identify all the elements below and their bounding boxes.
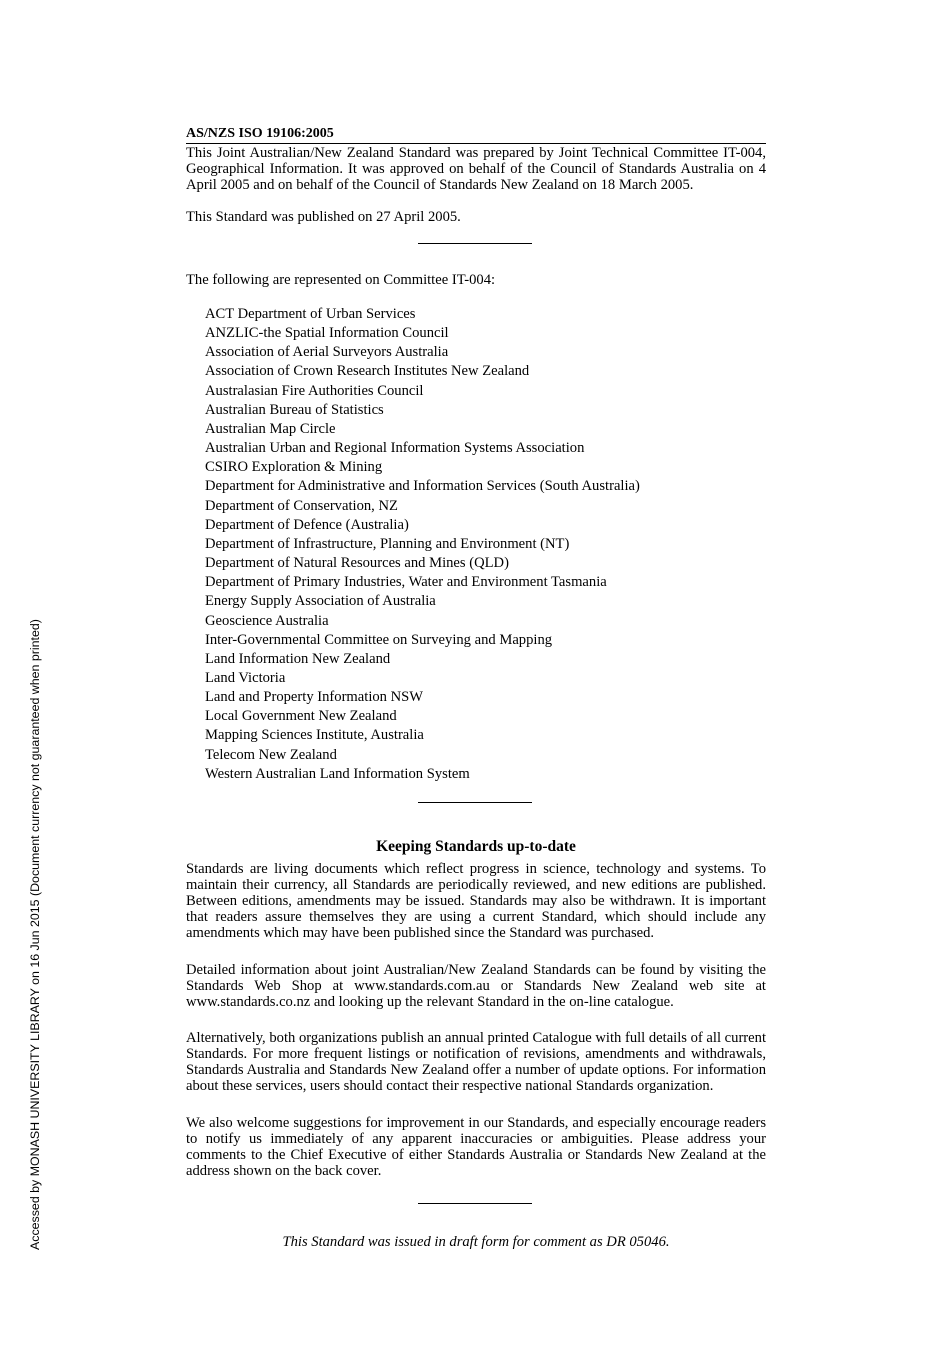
committee-member: Department for Administrative and Information Services (South Australia): [205, 478, 640, 495]
committee-member: Western Australian Land Information System: [205, 765, 470, 782]
committee-member: Australian Bureau of Statistics: [205, 401, 384, 418]
document-id: AS/NZS ISO 19106:2005: [186, 126, 766, 144]
committee-intro: The following are represented on Committee IT-004:: [186, 272, 496, 288]
committee-member: Australian Map Circle: [205, 420, 336, 437]
committee-member: Mapping Sciences Institute, Australia: [205, 727, 424, 744]
committee-member: Land and Property Information NSW: [205, 689, 424, 706]
committee-member: Geoscience Australia: [205, 612, 329, 629]
committee-member: Local Government New Zealand: [205, 708, 397, 725]
committee-member-list: [205, 305, 640, 784]
keeping-paragraph: Alternatively, both organizations publish an annual printed Catalogue with full details of all current Standards. For more frequent listings or notification of revisions, amendments and withdrawals, Standards Australia and Standards New Zealand offer a number of update options. For information about these services, users should contact their respective national Standards organization.: [186, 1030, 766, 1094]
approval-paragraph: This Joint Australian/New Zealand Standard was prepared by Joint Technical Committee IT-004, Geographical Information. It was approved on behalf of the Council of Standards Australia on 4 April 2005 and on behalf of the Council of Standards New Zealand on 18 March 2005.: [186, 145, 766, 193]
draft-note: This Standard was issued in draft form for comment as DR 05046.: [282, 1234, 670, 1250]
section-divider: [418, 243, 532, 244]
section-heading: Keeping Standards up-to-date: [376, 838, 576, 855]
keeping-paragraph: We also welcome suggestions for improvement in our Standards, and especially encourage readers to notify us immediately of any apparent inaccuracies or ambiguities. Please address your comments to the Chief Executive of either Standards Australia or Standards New Zealand at the address shown on the back cover.: [186, 1115, 766, 1179]
committee-member: Department of Defence (Australia): [205, 516, 409, 533]
committee-member: Inter-Governmental Committee on Surveying and Mapping: [205, 631, 553, 648]
committee-member: Telecom New Zealand: [205, 746, 337, 763]
committee-member: Department of Conservation, NZ: [205, 497, 398, 514]
committee-member: ACT Department of Urban Services: [205, 306, 416, 322]
committee-member: Land Victoria: [205, 669, 286, 686]
section-divider: [418, 1203, 532, 1204]
keeping-paragraph: Standards are living documents which reflect progress in science, technology and systems. To maintain their currency, all Standards are periodically reviewed, and new editions are published. Between editions, amendments may be issued. Standards may also be withdrawn. It is important that readers assure themselves they are using a current Standard, which should include any amendments which may have been published since the Standard was purchased.: [186, 861, 766, 941]
committee-member: Energy Supply Association of Australia: [205, 593, 436, 610]
access-watermark: Accessed by MONASH UNIVERSITY LIBRARY on 16 Jun 2015 (Document currency not guaranteed when printed): [28, 619, 42, 1250]
committee-member: Land Information New Zealand: [205, 650, 391, 667]
publication-date-text: This Standard was published on 27 April 2005.: [186, 209, 461, 225]
keeping-paragraph: Detailed information about joint Australian/New Zealand Standards can be found by visiting the Standards Web Shop at www.standards.com.au or Standards New Zealand web site at www.standards.co.nz and looking up the relevant Standard in the on-line catalogue.: [186, 962, 766, 1010]
committee-member: Association of Aerial Surveyors Australia: [205, 344, 449, 361]
committee-member: ANZLIC-the Spatial Information Council: [205, 325, 449, 342]
committee-member: Department of Infrastructure, Planning and Environment (NT): [205, 535, 570, 552]
committee-member: Department of Natural Resources and Mines (QLD): [205, 555, 509, 572]
committee-member: Department of Primary Industries, Water and Environment Tasmania: [205, 574, 607, 591]
committee-member: Australian Urban and Regional Information Systems Association: [205, 440, 585, 457]
committee-member: Association of Crown Research Institutes New Zealand: [205, 363, 530, 380]
committee-member: CSIRO Exploration & Mining: [205, 459, 383, 476]
committee-member: Australasian Fire Authorities Council: [205, 382, 424, 399]
section-divider: [418, 802, 532, 803]
